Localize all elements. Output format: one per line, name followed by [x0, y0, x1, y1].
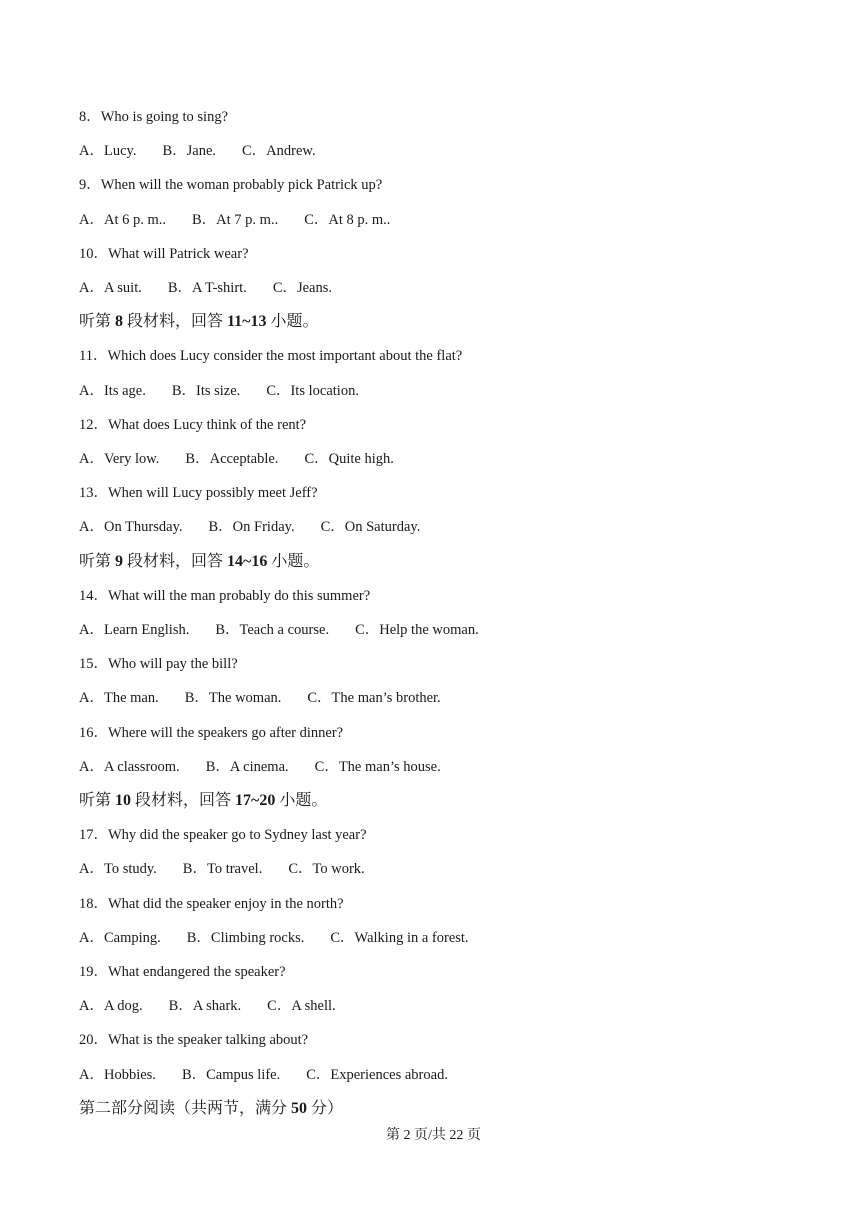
answer-option: B．Teach a course. — [215, 622, 330, 638]
section-heading-part: 50 — [291, 1099, 308, 1117]
question — [79, 347, 462, 365]
answer-option: C．Experiences abroad. — [306, 1066, 448, 1083]
question-text: What is the speaker talking about? — [108, 1032, 309, 1049]
section-heading-part: 段材料，回答 — [131, 792, 236, 809]
answer-option: A．A suit. — [79, 280, 142, 296]
question — [79, 245, 249, 263]
answer-option: C．Walking in a forest. — [330, 929, 469, 946]
answer-option: B．A shark. — [168, 998, 242, 1015]
page-footer: 第 2 页/共 22 页 — [386, 1128, 481, 1143]
question — [79, 895, 344, 913]
answer-options — [79, 621, 479, 639]
question-text: Why did the speaker go to Sydney last year? — [108, 827, 367, 844]
question-number: 11． — [79, 348, 108, 365]
question-number: 18． — [79, 895, 108, 912]
answer-option: B．Jane. — [162, 143, 217, 160]
section-heading-part: 10 — [115, 792, 132, 809]
question-text: What endangered the speaker? — [108, 964, 286, 980]
answer-option: B．To travel. — [182, 861, 263, 878]
answer-option: C．Its location. — [266, 382, 359, 399]
section-heading-part: 第二部分阅读（共两节，满分 — [79, 1099, 292, 1117]
question-number: 13． — [79, 485, 108, 502]
answer-option: A．On Thursday. — [79, 519, 183, 536]
answer-option: B．The woman. — [184, 690, 282, 707]
question-text: Who will pay the bill? — [108, 656, 238, 673]
section-heading-part: 听第 — [79, 552, 116, 570]
question — [79, 416, 306, 434]
section-heading-part: 小题。 — [266, 313, 319, 331]
answer-option: A．A dog. — [79, 998, 143, 1015]
answer-option: A．Its age. — [79, 382, 146, 399]
answer-option: C．Help the woman. — [355, 622, 479, 638]
answer-options — [79, 279, 332, 297]
question — [79, 484, 318, 502]
answer-option: A．Very low. — [79, 451, 160, 467]
section-heading-part: 17~20 — [235, 792, 276, 809]
question-number: 10． — [79, 245, 108, 262]
question-number: 12． — [79, 416, 108, 433]
section-heading-part: 8 — [115, 313, 124, 331]
section-heading-part: 14~16 — [227, 552, 268, 570]
answer-option: A．A classroom. — [79, 758, 180, 775]
answer-option: C．Andrew. — [242, 143, 316, 160]
answer-option: B．A T-shirt. — [167, 280, 247, 296]
answer-option: B．Campus life. — [181, 1066, 281, 1083]
question — [79, 1031, 308, 1049]
answer-options — [79, 929, 469, 947]
question — [79, 724, 343, 742]
question-text: Where will the speakers go after dinner? — [108, 724, 344, 741]
answer-options — [79, 758, 441, 776]
question-number: 19． — [79, 964, 108, 980]
question-number: 8． — [79, 109, 101, 125]
answer-option: B．A cinema. — [205, 758, 289, 775]
answer-option: B．On Friday. — [208, 519, 295, 536]
question-text: What did the speaker enjoy in the north? — [108, 895, 344, 912]
question-number: 17． — [79, 827, 108, 844]
question — [79, 587, 370, 605]
answer-option: C．The man’s brother. — [307, 690, 441, 707]
answer-option: B．Climbing rocks. — [186, 929, 305, 946]
answer-option: C．The man’s house. — [314, 758, 441, 775]
answer-option: A．Hobbies. — [79, 1066, 156, 1083]
answer-option: B．At 7 p. m.. — [192, 211, 279, 228]
answer-option: C．A shell. — [267, 998, 336, 1015]
answer-option: A．Lucy. — [79, 143, 137, 160]
question — [79, 655, 238, 673]
section-heading — [79, 313, 318, 331]
section-heading-part: 9 — [115, 552, 124, 570]
answer-options — [79, 997, 336, 1015]
answer-options — [79, 518, 420, 536]
answer-options — [79, 142, 316, 160]
question-text: What does Lucy think of the rent? — [108, 416, 307, 433]
answer-option: A．To study. — [79, 861, 157, 878]
answer-option: A．Learn English. — [79, 622, 190, 638]
answer-option: C．Quite high. — [304, 451, 394, 467]
answer-options — [79, 450, 394, 468]
answer-option: A．The man. — [79, 690, 159, 707]
question-text: Which does Lucy consider the most important about the flat? — [107, 348, 463, 365]
section-heading-part: 听第 — [79, 313, 116, 331]
answer-option: B．Acceptable. — [185, 451, 279, 467]
answer-options — [79, 689, 441, 707]
answer-option: C．To work. — [288, 861, 365, 878]
question-text: What will the man probably do this summer? — [108, 587, 371, 604]
answer-option: C．Jeans. — [272, 280, 333, 296]
section-heading — [79, 1100, 343, 1118]
answer-option: C．At 8 p. m.. — [304, 211, 391, 228]
question-text: When will Lucy possibly meet Jeff? — [108, 485, 318, 502]
question-text: Who is going to sing? — [100, 109, 229, 125]
question — [79, 963, 286, 981]
section-heading-part: 11~13 — [227, 313, 267, 331]
question-number: 16． — [79, 724, 108, 741]
question-text: What will Patrick wear? — [108, 245, 249, 262]
answer-option: A．At 6 p. m.. — [79, 211, 166, 228]
question-number: 9． — [79, 177, 101, 194]
question-number: 14． — [79, 587, 108, 604]
question-number: 20． — [79, 1032, 108, 1049]
question — [79, 826, 367, 844]
question-number: 15． — [79, 656, 108, 673]
question — [79, 176, 382, 194]
answer-option: C．On Saturday. — [320, 519, 421, 536]
answer-option: A．Camping. — [79, 929, 161, 946]
answer-options — [79, 860, 365, 878]
section-heading — [79, 553, 319, 571]
question — [79, 108, 228, 126]
answer-options — [79, 211, 390, 229]
question-text: When will the woman probably pick Patrick up? — [100, 177, 383, 194]
section-heading-part: 小题。 — [275, 792, 328, 809]
section-heading-part: 分） — [307, 1099, 344, 1117]
section-heading — [79, 792, 327, 810]
section-heading-part: 段材料，回答 — [123, 552, 228, 570]
answer-options — [79, 1066, 448, 1084]
section-heading-part: 听第 — [79, 792, 116, 809]
section-heading-part: 小题。 — [267, 552, 320, 570]
answer-option: B．Its size. — [171, 382, 241, 399]
answer-options — [79, 382, 359, 400]
section-heading-part: 段材料，回答 — [123, 313, 228, 331]
